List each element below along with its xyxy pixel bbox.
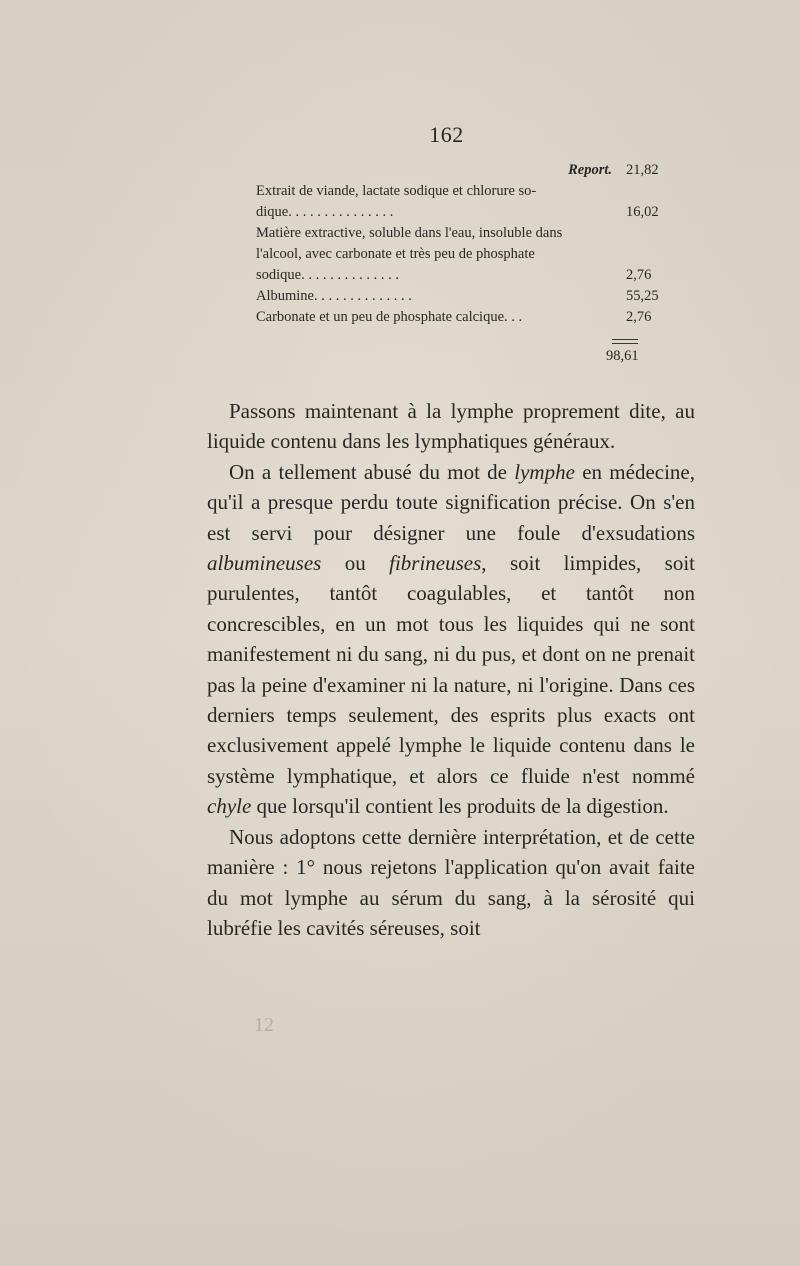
- table-row: [256, 307, 686, 328]
- report-value: 21,82: [626, 162, 659, 178]
- table-row: [256, 181, 686, 223]
- composition-table: [256, 160, 686, 328]
- table-row-value: 55,25: [626, 288, 659, 304]
- table-row-value: 16,02: [626, 204, 659, 220]
- table-row-label: Extrait de viande, lactate sodique et chlorure so- dique. . . . . . . . . . . . . . .: [256, 183, 537, 220]
- total-rule: [612, 339, 638, 348]
- report-row: [256, 160, 686, 181]
- paragraph-2: On a tellement abusé du mot de lymphe en médecine, qu'il a presque perdu toute signification précise. On s'en est servi pour désigner une foule d'exsudations albumineuses ou fibrineuses, soit limpides, soit purulentes, tantôt coagulables, et tantôt non concrescibles, en un mot tous les liquides qui ne sont manifestement ni du sang, ni du pus, et dont on ne prenait pas la peine d'examiner ni la nature, ni l'origine. Dans ces derniers temps seulement, des esprits plus exacts ont exclusivement appelé lymphe le liquide contenu dans le système lymphatique, et alors ce fluide n'est nommé chyle que lorsqu'il contient les produits de la digestion.: [207, 459, 696, 819]
- table-row-value: 2,76: [626, 267, 652, 283]
- table-row-value: 2,76: [626, 309, 652, 325]
- paragraph-3: Nous adoptons cette dernière interprétation, et de cette manière : 1° nous rejetons l'application qu'on avait faite du mot lymphe au sérum du sang, à la sérosité qui lubréfie les cavités séreuses, soit: [207, 824, 695, 940]
- term-fibrineuses: fibrineuses: [389, 551, 482, 576]
- table-row-label: Albumine. . . . . . . . . . . . . .: [256, 288, 412, 304]
- term-albumineuses: albumineuses: [207, 551, 322, 576]
- table-row: [256, 223, 686, 286]
- table-row: [256, 286, 686, 307]
- page-number: 162: [429, 122, 464, 147]
- table-row-label: Matière extractive, soluble dans l'eau, insoluble dans l'alcool, avec carbonate et très peu de phosphate sodique. . . . . . . . . . . . . .: [256, 225, 563, 283]
- faded-stamp: 12: [254, 1014, 274, 1036]
- table-total: 98,61: [606, 348, 639, 364]
- body-text: [207, 396, 695, 943]
- term-lymphe: lymphe: [514, 459, 575, 484]
- table-row-label: Carbonate et un peu de phosphate calcique. . .: [256, 309, 523, 325]
- term-chyle: chyle: [207, 794, 252, 819]
- paragraph-1: Passons maintenant à la lymphe proprement dite, au liquide contenu dans les lymphatiques généraux.: [207, 399, 695, 454]
- report-label: Report.: [568, 162, 612, 178]
